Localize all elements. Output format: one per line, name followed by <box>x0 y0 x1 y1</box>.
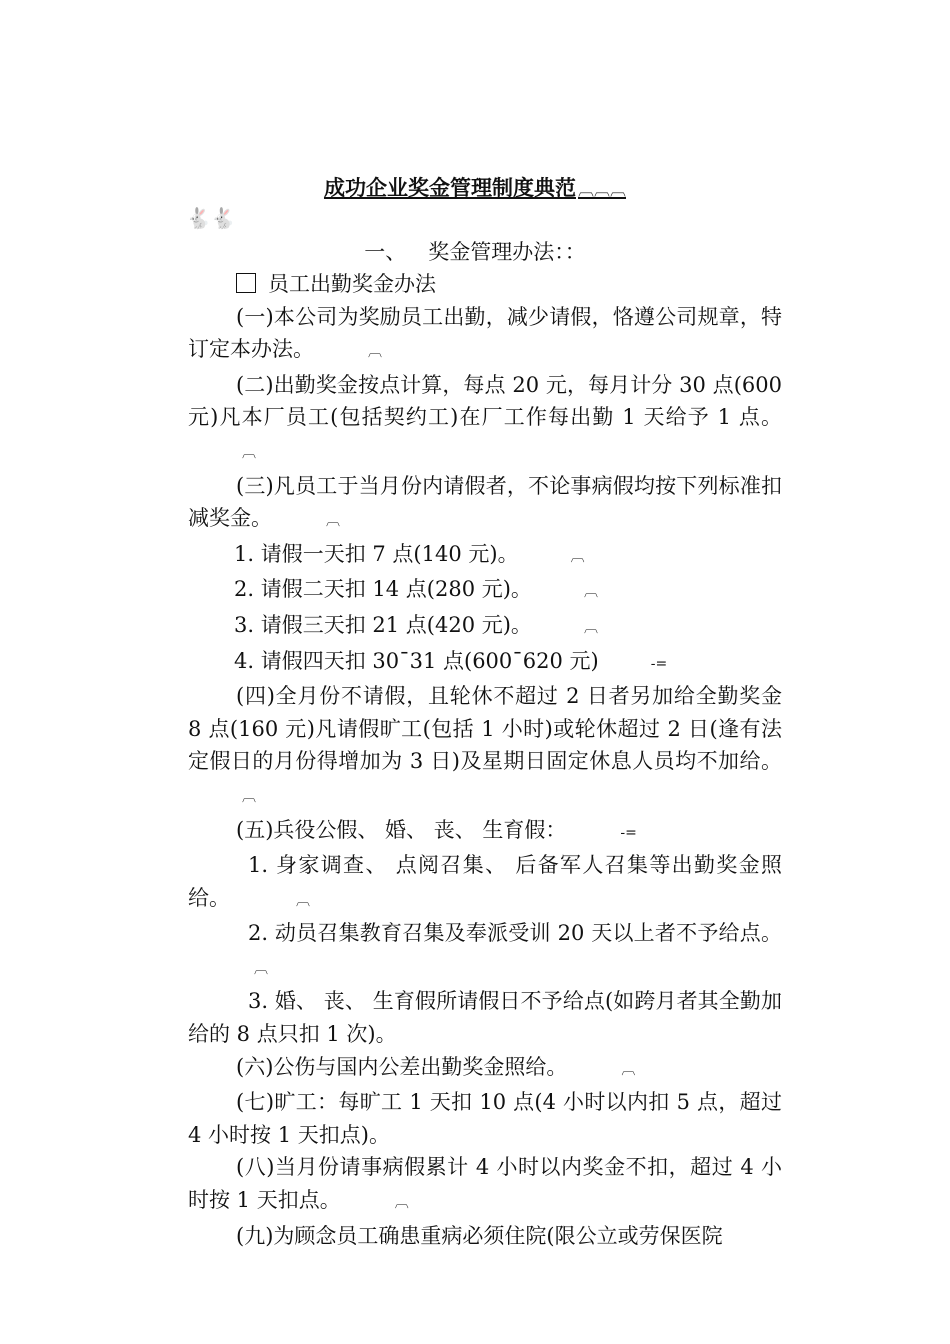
list-item: 1. 请假一天扣 7 点(140 元)。 ︹ <box>188 538 782 574</box>
document-title <box>0 172 950 202</box>
paragraph-5: (五)兵役公假、 婚、 丧、 生育假： -= <box>188 814 782 850</box>
list-item: 3. 请假三天扣 21 点(420 元)。 ︹ <box>188 609 782 645</box>
section-heading <box>0 236 950 268</box>
document-body <box>188 268 782 1252</box>
equals-mark-icon: -= <box>620 824 637 841</box>
paragraph-mark-icon: ︹ <box>326 513 340 530</box>
paragraph-mark-icon: ︹ <box>621 1061 636 1078</box>
list-item: 2. 请假二天扣 14 点(280 元)。 ︹ <box>188 573 782 609</box>
paragraph-2: (二)出勤奖金按点计算，每点 20 元，每月计分 30 点(600 元)凡本厂员工(包括契约工)在厂工作每出勤 1 天给予 1 点。︹ <box>188 369 782 470</box>
paragraph-mark-icon: ︹ <box>570 548 585 565</box>
checkbox-icon <box>236 273 256 293</box>
paragraph-9: (九)为顾念员工确患重病必须住院(限公立或劳保医院 <box>236 1223 723 1248</box>
list-item: 2. 动员召集教育召集及奉派受训 20 天以上者不予给点。︹ <box>188 917 782 985</box>
paragraph-1: (一)本公司为奖励员工出勤，减少请假，恪遵公司规章，特订定本办法。 ︹ <box>188 301 782 369</box>
paragraph-mark-icon: ︹ <box>368 344 382 361</box>
paragraph-3: (三)凡员工于当月份内请假者，不论事病假均按下列标准扣减奖金。 ︹ <box>188 470 782 538</box>
section-number: 一、 <box>364 240 407 264</box>
paragraph-mark-icon: ︹ <box>242 788 256 805</box>
paragraph-7: (七)旷工：每旷工 1 天扣 10 点(4 小时以内扣 5 点，超过 4 小时按 1 天扣点)。 <box>188 1090 782 1147</box>
paragraph-mark-icon: ︹ <box>254 960 268 977</box>
paragraph-mark-icon: ︹ <box>242 444 256 461</box>
rabbit-ornament-icon: 🐇🐇 <box>186 206 236 230</box>
paragraph-mark-icon: ︹ <box>296 892 310 909</box>
list-item: 1. 身家调查、 点阅召集、 后备军人召集等出勤奖金照给。 ︹ <box>188 849 782 917</box>
subheading: 员工出勤奖金办法 <box>188 268 782 301</box>
paragraph-mark-icon: ︹ <box>583 584 598 601</box>
section-heading-text: 奖金管理办法：： <box>428 240 586 264</box>
list-item: 3. 婚、 丧、 生育假所请假日不予给点(如跨月者其全勤加给的 8 点只扣 1 次)。 <box>188 989 782 1047</box>
paragraph-8: (八)当月份请事病假累计 4 小时以内奖金不扣，超过 4 小时按 1 天扣点。 ︹ <box>188 1151 782 1219</box>
equals-mark-icon: -= <box>650 655 668 672</box>
paragraph-6: (六)公伤与国内公差出勤奖金照给。 ︹ <box>188 1051 782 1087</box>
paragraph-mark-icon: ︹ <box>583 619 598 636</box>
title-text: 成功企业奖金管理制度典范 <box>323 176 576 200</box>
title-marks: ︹︹︹ <box>577 180 626 199</box>
list-item: 4. 请假四天扣 30¯31 点(600¯620 元) -= <box>188 645 782 681</box>
paragraph-4: (四)全月份不请假，且轮休不超过 2 日者另加给全勤奖金 8 点(160 元)凡请假旷工(包括 1 小时)或轮休超过 2 日(逢有法定假日的月份得增加为 3 日)及星期日固定休息人员均不加给。︹ <box>188 680 782 813</box>
paragraph-mark-icon: ︹ <box>394 1195 409 1212</box>
